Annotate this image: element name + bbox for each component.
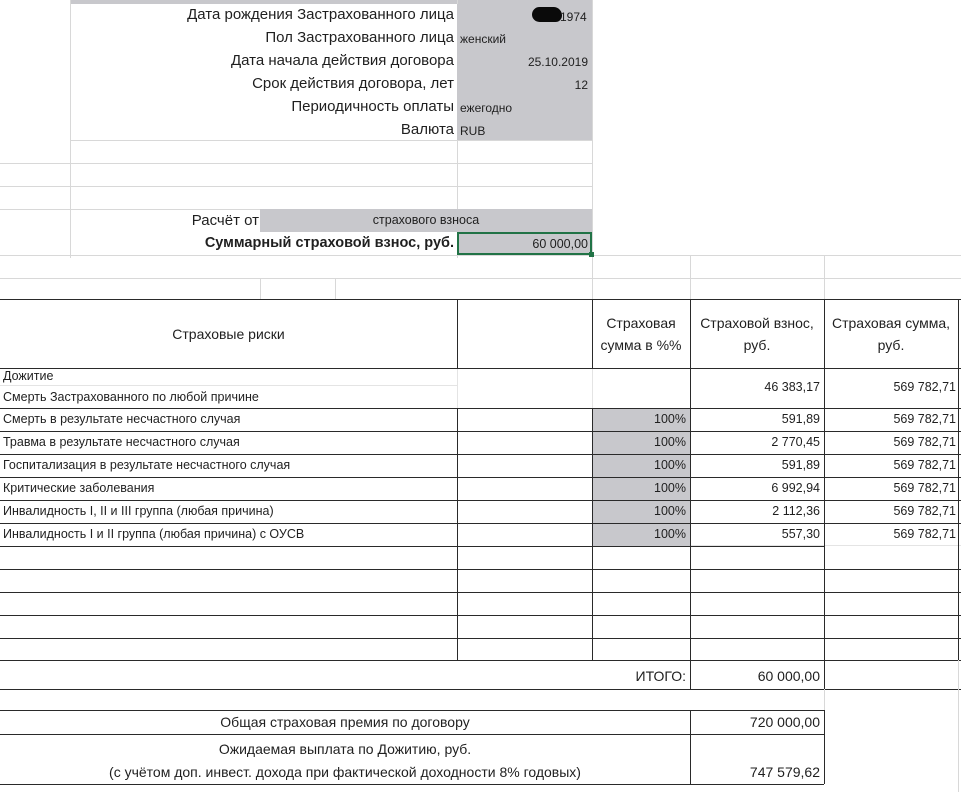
currency-value[interactable]: RUB: [460, 124, 486, 138]
total-value: 60 000,00: [757, 668, 820, 684]
risk-pct[interactable]: 100%: [654, 504, 686, 518]
risk-pct[interactable]: 100%: [654, 527, 686, 541]
currency-label: Валюта: [400, 121, 454, 138]
risk-premium: 2 112,36: [772, 504, 820, 518]
payment-period-label: Периодичность оплаты: [291, 98, 454, 115]
risk-survival-sum: 569 782,71: [893, 380, 956, 394]
birth-date-label: Дата рождения Застрахованного лица: [187, 6, 454, 23]
risk-sum: 569 782,71: [893, 458, 956, 472]
risk-pct[interactable]: 100%: [654, 412, 686, 426]
risk-sum: 569 782,71: [893, 481, 956, 495]
risk-pct[interactable]: 100%: [654, 435, 686, 449]
risk-name: Инвалидность I, II и III группа (любая причина): [3, 504, 274, 518]
term-value[interactable]: 12: [574, 78, 588, 92]
risk-premium: 2 770,45: [771, 435, 820, 449]
risk-name: Госпитализация в результате несчастного случая: [3, 458, 291, 472]
risk-premium: 6 992,94: [771, 481, 820, 495]
risk-name: Критические заболевания: [3, 481, 155, 495]
risk-premium: 591,89: [781, 458, 820, 472]
risk-name: Инвалидность I и II группа (любая причина) с ОУСВ: [3, 527, 305, 541]
calc-from-value: страхового взноса: [372, 213, 480, 227]
header-insured-pct: Страховая сумма в %%: [600, 315, 682, 353]
calc-from-label: Расчёт от: [191, 212, 259, 229]
risk-sum: 569 782,71: [893, 412, 956, 426]
expected-payout-label-2: (с учётом доп. инвест. дохода при фактической доходности 8% годовых): [109, 764, 581, 780]
total-premium-label: Суммарный страховой взнос, руб.: [204, 235, 454, 251]
birth-date-value[interactable]: 1974: [560, 10, 587, 24]
gender-label: Пол Застрахованного лица: [265, 29, 454, 46]
start-date-label: Дата начала действия договора: [231, 52, 454, 69]
total-premium-value: 60 000,00: [532, 237, 588, 251]
selection-handle[interactable]: [589, 252, 594, 257]
header-premium: Страховой взнос, руб.: [700, 315, 814, 353]
risk-name: Смерть в результате несчастного случая: [3, 412, 241, 426]
total-label: ИТОГО:: [635, 668, 686, 684]
risk-survival-premium: 46 383,17: [764, 380, 820, 394]
expected-payout-value: 747 579,62: [749, 764, 820, 780]
risk-sum: 569 782,71: [893, 435, 956, 449]
term-label: Срок действия договора, лет: [252, 75, 454, 92]
expected-payout-label-1: Ожидаемая выплата по Дожитию, руб.: [218, 741, 472, 757]
risk-survival-line1: Дожитие: [3, 369, 54, 383]
risk-pct[interactable]: 100%: [654, 481, 686, 495]
risk-survival-line2: Смерть Застрахованного по любой причине: [3, 390, 259, 404]
redaction-mark: [532, 7, 562, 22]
risk-name: Травма в результате несчастного случая: [3, 435, 240, 449]
header-insured-sum: Страховая сумма, руб.: [831, 315, 951, 353]
total-contract-premium-label: Общая страховая премия по договору: [220, 714, 470, 730]
start-date-value[interactable]: 25.10.2019: [527, 55, 588, 69]
risk-pct[interactable]: 100%: [654, 458, 686, 472]
risk-premium: 557,30: [781, 527, 820, 541]
risk-sum: 569 782,71: [893, 527, 956, 541]
risk-premium: 591,89: [781, 412, 820, 426]
risk-sum: 569 782,71: [893, 504, 956, 518]
gender-value[interactable]: женский: [460, 32, 506, 46]
header-risks: Страховые риски: [172, 326, 285, 342]
total-contract-premium-value: 720 000,00: [749, 714, 820, 730]
payment-period-value[interactable]: ежегодно: [460, 101, 513, 115]
input-column: [457, 4, 592, 140]
